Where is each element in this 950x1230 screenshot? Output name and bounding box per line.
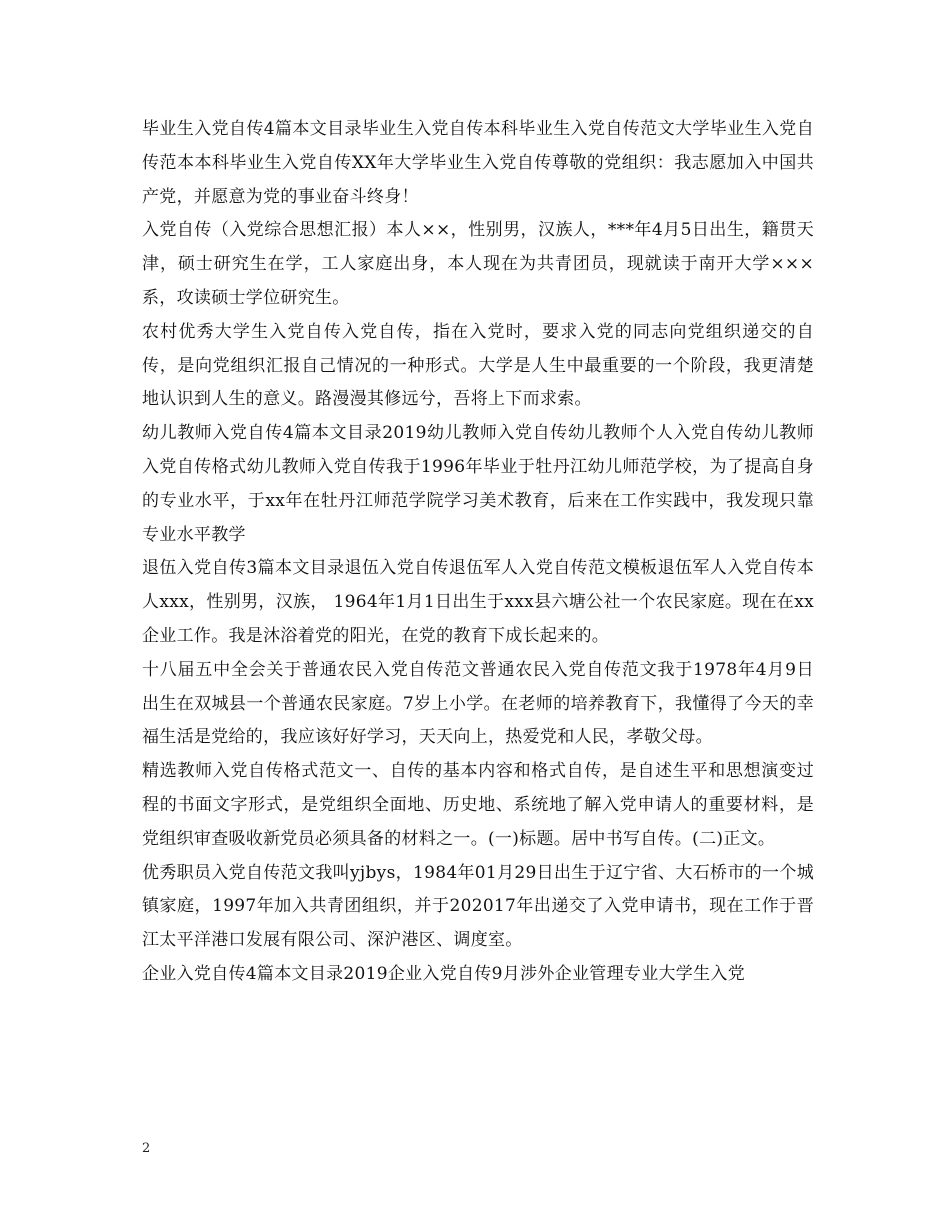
document-body xyxy=(142,113,814,992)
paragraph-employee-autobiography: 优秀职员入党自传范文我叫yjbys，1984年01月29日出生于辽宁省、大石桥市的一个城镇家庭，1997年加入共青团组织，并于202017年出递交了入党申请书，现在工作于晋江太平洋港口发展有限公司、深沪港区、调度室。 xyxy=(142,862,814,951)
paragraph-farmer-autobiography: 十八届五中全会关于普通农民入党自传范文普通农民入党自传范文我于1978年4月9日出生在双城县一个普通农民家庭。7岁上小学。在老师的培养教育下，我懂得了今天的幸福生活是党给的，我应该好好学习，天天向上，热爱党和人民，孝敬父母。 xyxy=(142,659,814,748)
paragraph-autobiography-thought-report: 入党自传（入党综合思想汇报）本人××，性别男，汉族人，***年4月5日出生，籍贯天津，硕士研究生在学，工人家庭出身，本人现在为共青团员，现就读于南开大学×××系，攻读硕士学位研究生。 xyxy=(142,220,814,308)
paragraph-enterprise-autobiography: 企业入党自传4篇本文目录2019企业入党自传9月涉外企业管理专业大学生入党 xyxy=(142,963,745,984)
paragraph-graduate-autobiography: 毕业生入党自传4篇本文目录毕业生入党自传本科毕业生入党自传范文大学毕业生入党自传范本本科毕业生入党自传XX年大学毕业生入党自传尊敬的党组织：我志愿加入中国共产党，并愿意为党的事业奋斗终身！ xyxy=(142,119,814,207)
paragraph-rural-student-autobiography: 农村优秀大学生入党自传入党自传，指在入党时，要求入党的同志向党组织递交的自传，是向党组织汇报自己情况的一种形式。大学是人生中最重要的一个阶段，我更清楚地认识到人生的意义。路漫漫其修远兮，吾将上下而求索。 xyxy=(142,321,814,410)
paragraph-kindergarten-teacher-autobiography: 幼儿教师入党自传4篇本文目录2019幼儿教师入党自传幼儿教师个人入党自传幼儿教师入党自传格式幼儿教师入党自传我于1996年毕业于牡丹江幼儿师范学校，为了提高自身的专业水平，于xx年在牡丹江师范学院学习美术教育，后来在工作实践中，我发现只靠专业水平教学 xyxy=(142,423,814,545)
paragraph-veteran-autobiography: 退伍入党自传3篇本文目录退伍入党自传退伍军人入党自传范文模板退伍军人入党自传本人xxx，性别男，汉族， 1964年1月1日出生于xxx县六塘公社一个农民家庭。现在在xx企业工作。我是沐浴着党的阳光，在党的教育下成长起来的。 xyxy=(142,558,814,646)
page-number: 2 xyxy=(142,1141,151,1156)
paragraph-teacher-autobiography-format: 精选教师入党自传格式范文一、自传的基本内容和格式自传，是自述生平和思想演变过程的书面文字形式，是党组织全面地、历史地、系统地了解入党申请人的重要材料，是党组织审查吸收新党员必须具备的材料之一。(一)标题。居中书写自传。(二)正文。 xyxy=(142,761,814,849)
